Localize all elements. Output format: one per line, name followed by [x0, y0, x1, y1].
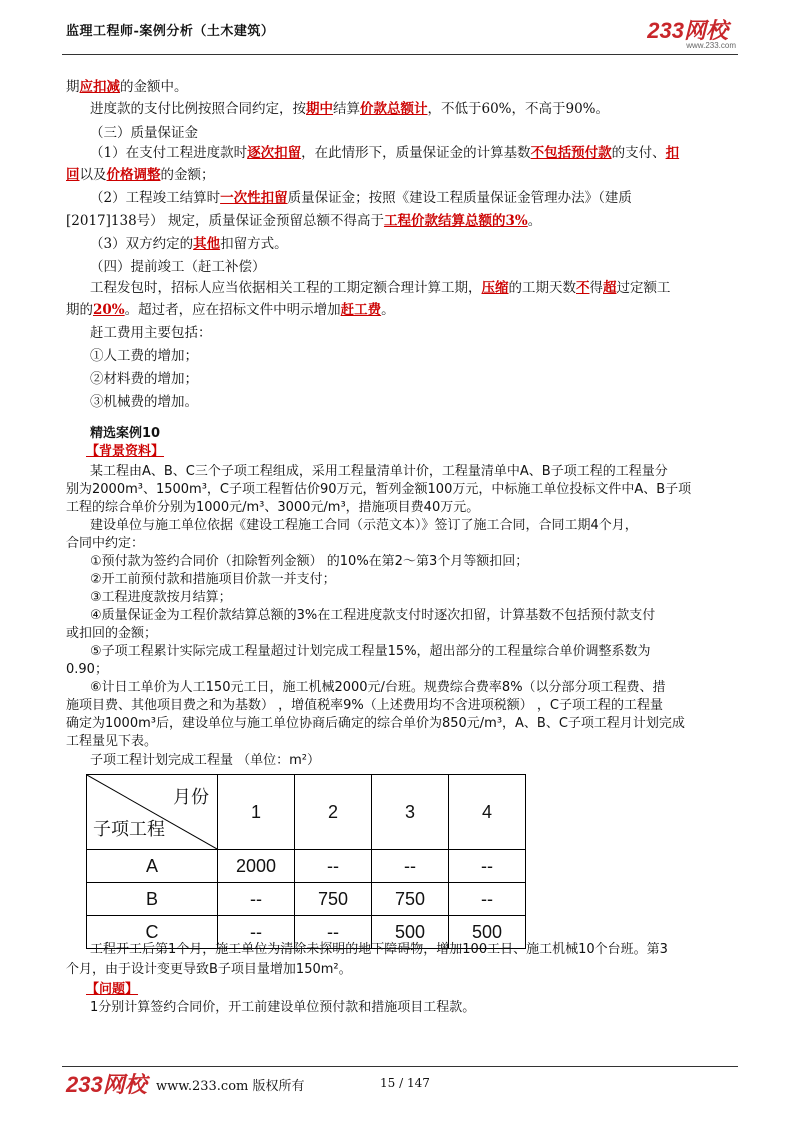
- text-segment: 以及: [79, 167, 107, 183]
- highlight-text: 超: [603, 280, 617, 296]
- item-cell: B: [87, 883, 218, 916]
- highlight-text: 期中: [306, 101, 333, 117]
- case-title: 精选案例10: [90, 426, 161, 441]
- background-tag: 【背景资料】: [86, 444, 165, 459]
- case-line: ⑥计日工单价为人工150元工日，施工机械2000元/台班。规费综合费率8%（以分部分项工程费、措: [90, 680, 666, 695]
- text-segment: 赶工费用主要包括：: [90, 325, 212, 341]
- text-segment: 的支付、: [611, 145, 666, 161]
- case-line: 0.90；: [66, 662, 108, 677]
- case-line: 或扣回的金额；: [66, 626, 158, 641]
- highlight-text: 价款总额计: [360, 101, 428, 117]
- text-segment: （1）在支付工程进度款时: [90, 145, 248, 161]
- footer-logo[interactable]: 233网校: [66, 1072, 147, 1097]
- table-caption: 子项工程计划完成工程量 （单位：m²）: [90, 753, 321, 768]
- body-line: [90, 391, 198, 413]
- item-cell: A: [87, 850, 218, 883]
- text-segment: 期的: [66, 302, 93, 318]
- text-segment: ②材料费的增加；: [90, 371, 198, 387]
- body-line: [90, 277, 671, 299]
- qty-cell: 750: [372, 883, 449, 916]
- text-segment: ③机械费的增加。: [90, 394, 198, 410]
- table-row: [87, 883, 526, 916]
- month-header: 2: [295, 775, 372, 850]
- text-segment: 的工期天数: [508, 280, 576, 296]
- body-line: [66, 210, 541, 232]
- body-line: [90, 142, 679, 164]
- qty-cell: 750: [295, 883, 372, 916]
- highlight-text: 回: [66, 167, 80, 183]
- text-segment: 的金额中。: [120, 79, 188, 95]
- table-row: [87, 850, 526, 883]
- case-line: ④质量保证金为工程价款结算总额的3%在工程进度款支付时逐次扣留，计算基数不包括预付款支付: [90, 608, 656, 623]
- text-segment: ①人工费的增加；: [90, 348, 198, 364]
- highlight-text: 20%: [93, 302, 125, 318]
- body-line: [90, 98, 609, 120]
- case-line: ①预付款为签约合同价（扣除暂列金额） 的10%在第2～第3个月等额扣回；: [90, 554, 529, 569]
- case-line: ⑤子项工程累计实际完成工程量超过计划完成工程量15%，超出部分的工程量综合单价调整系数为: [90, 644, 651, 659]
- case-line: 建设单位与施工单位依据《建设工程施工合同（示范文本）》签订了施工合同，合同工期4个月，: [90, 518, 638, 533]
- question-tag: 【问题】: [86, 982, 139, 997]
- text-segment: [2017]138号） 规定，质量保证金预留总额不得高于: [66, 213, 384, 229]
- text-segment: 扣留方式。: [220, 236, 288, 252]
- highlight-text: 扣: [665, 145, 680, 161]
- corner-item-label: 子项工程: [93, 819, 165, 839]
- body-line: [66, 76, 188, 98]
- highlight-text: 工程价款结算总额的3%: [383, 213, 528, 229]
- highlight-text: 压缩: [481, 280, 509, 296]
- page-number: 15 / 147: [380, 1076, 430, 1090]
- text-segment: 工程发包时，招标人应当依据相关工程的工期定额合理计算工期，: [90, 280, 482, 296]
- qty-cell: --: [295, 916, 372, 949]
- highlight-text: 不: [576, 280, 590, 296]
- text-segment: 过定额工: [616, 280, 671, 296]
- case-line: 工程量见下表。: [66, 734, 158, 749]
- item-cell: C: [87, 916, 218, 949]
- case-line: ③工程进度款按月结算；: [90, 590, 232, 605]
- case-line: 某工程由A、B、C三个子项工程组成，采用工程量清单计价，工程量清单中A、B子项工程的工程量分: [90, 464, 668, 479]
- highlight-text: 逐次扣留: [247, 145, 302, 161]
- body-line: [90, 345, 198, 367]
- text-segment: 质量保证金；按照《建设工程质量保证金管理办法》（建质: [287, 190, 632, 206]
- corner-cell: [87, 775, 218, 850]
- text-segment: 期: [66, 79, 80, 95]
- brand-logo[interactable]: 233网校: [647, 18, 728, 43]
- header-title: 监理工程师-案例分析（土木建筑）: [66, 24, 275, 39]
- body-line: [90, 122, 198, 144]
- text-segment: （3）双方约定的: [90, 236, 194, 252]
- body-line: [90, 322, 212, 344]
- qty-cell: --: [449, 883, 526, 916]
- text-segment: ，在此情形下，质量保证金的计算基数: [301, 145, 531, 161]
- case-line: 工程的综合单价分别为1000元/m³、3000元/m³，措施项目费40万元。: [66, 500, 480, 515]
- highlight-text: 一次性扣留: [220, 190, 288, 206]
- qty-cell: --: [218, 883, 295, 916]
- body-line: [90, 187, 632, 209]
- qty-cell: 500: [449, 916, 526, 949]
- qty-cell: 500: [372, 916, 449, 949]
- text-segment: 的金额；: [160, 167, 215, 183]
- text-segment: 。: [527, 213, 542, 229]
- case-line: 工程开工后第1个月，施工单位为清除未探明的地下障碍物，增加100工日、施工机械10个台班。第3: [90, 942, 668, 957]
- highlight-text: 其他: [193, 236, 221, 252]
- text-segment: ，不低于60%，不高于90%。: [427, 101, 610, 117]
- qty-cell: --: [449, 850, 526, 883]
- text-segment: 结算: [333, 101, 360, 117]
- qty-cell: --: [295, 850, 372, 883]
- plan-table: [86, 774, 526, 949]
- month-header: 3: [372, 775, 449, 850]
- body-line: [90, 256, 266, 278]
- text-segment: 。: [381, 302, 395, 318]
- highlight-text: 价格调整: [106, 167, 161, 183]
- body-line: [66, 164, 215, 186]
- text-segment: （2）工程竣工结算时: [90, 190, 221, 206]
- text-segment: 。超过者，应在招标文件中明示增加: [124, 302, 341, 318]
- month-header: 4: [449, 775, 526, 850]
- qty-cell: --: [372, 850, 449, 883]
- month-header: 1: [218, 775, 295, 850]
- case-line: 合同中约定：: [66, 536, 145, 551]
- footer-rule: [62, 1066, 738, 1067]
- table-header-row: [87, 775, 526, 850]
- header-url: www.233.com: [686, 41, 736, 50]
- case-line: 个月，由于设计变更导致B子项目量增加150m²。: [66, 962, 352, 977]
- footer-url[interactable]: www.233.com 版权所有: [156, 1079, 305, 1094]
- body-line: [66, 299, 395, 321]
- corner-month-label: 月份: [173, 787, 209, 807]
- case-line: ②开工前预付款和措施项目价款一并支付；: [90, 572, 336, 587]
- text-segment: 得: [589, 280, 603, 296]
- text-segment: （四）提前竣工（赶工补偿）: [90, 259, 266, 275]
- header-rule: [62, 54, 738, 55]
- highlight-text: 不包括预付款: [530, 145, 612, 161]
- body-line: [90, 368, 198, 390]
- qty-cell: 2000: [218, 850, 295, 883]
- qty-cell: --: [218, 916, 295, 949]
- question-text: 1分别计算签约合同价，开工前建设单位预付款和措施项目工程款。: [90, 1000, 476, 1015]
- case-line: 别为2000m³、1500m³，C子项工程暂估价90万元，暂列金额100万元，中标施工单位投标文件中A、B子项: [66, 482, 692, 497]
- highlight-text: 应扣减: [79, 79, 120, 95]
- case-line: 施项目费、其他项目费之和为基数） ，增值税率9%（上述费用均不含进项税额） ，C子项工程的工程量: [66, 698, 663, 713]
- text-segment: 进度款的支付比例按照合同约定，按: [90, 101, 306, 117]
- body-line: [90, 233, 288, 255]
- highlight-text: 赶工费: [340, 302, 382, 318]
- case-line: 确定为1000m³后，建设单位与施工单位协商后确定的综合单价为850元/m³，A、B、C子项工程月计划完成: [66, 716, 685, 731]
- text-segment: （三）质量保证金: [90, 125, 198, 141]
